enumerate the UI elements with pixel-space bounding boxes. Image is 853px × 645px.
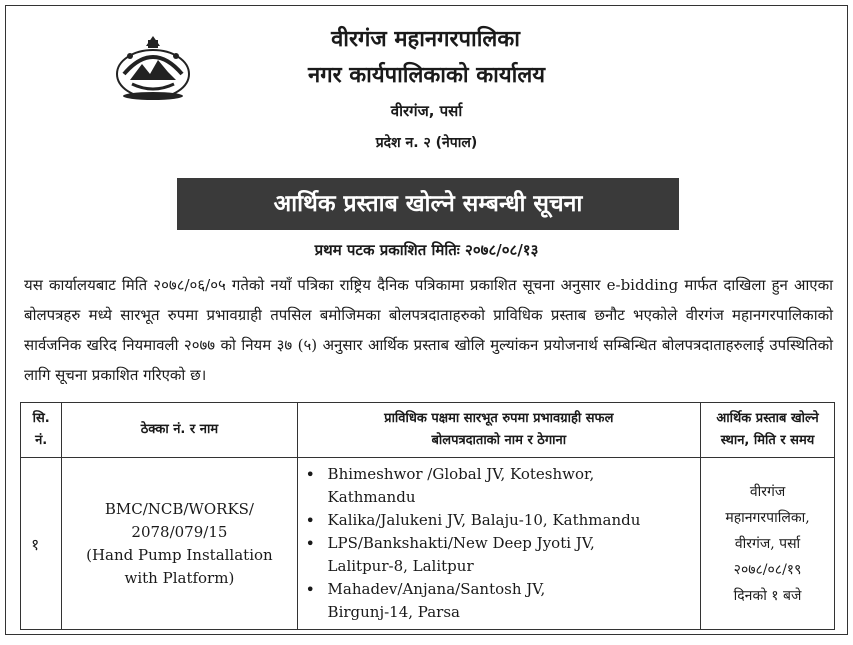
header-place-date-time: आर्थिक प्रस्ताब खोल्ने स्थान, मिति र समय: [701, 403, 835, 458]
list-item: • Bhimeshwor /Global JV, Koteshwor, Kathmandu: [328, 463, 694, 509]
notice-body-text: यस कार्यालयबाट मिति २०७८/०६/०५ गतेको नयाँ पत्रिका राष्ट्रिय दैनिक पत्रिकामा प्रकाशित सूचना अनुसार e-bidding मार्फत दाखिला हुन आएका बोलपत्रहरु मध्ये सारभूत रुपमा प्रभावग्राही तपसिल बमोजिमका बोलपत्रदाताहरुको प्राविधिक प्रस्ताब छनौट भएकोले वीरगंज महानगरपालिकाको सार्वजनिक खरिद नियमावली २०७७ को नियम ३७ (५) अनुसार आर्थिक प्रस्ताब खोलि मुल्यांकन प्रयोजनार्थ सम्बिन्धित बोलपत्रदाताहरुलाई उपस्थितिको लागि सूचना प्रकाशित गरिएको छ।: [24, 276, 833, 384]
table-row: [21, 458, 835, 630]
office-location: वीरगंज, पर्सा: [390, 102, 463, 120]
row-opening-place-date-time: वीरगंज महानगरपालिका, वीरगंज, पर्सा २०७८/०८/१९ दिनको १ बजे: [701, 458, 835, 630]
province-name: प्रदेश न. २ (नेपाल): [375, 135, 478, 151]
row-serial-number: १: [21, 458, 62, 630]
header-contract: ठेक्का नं. र नाम: [62, 403, 297, 458]
row-contract-details: BMC/NCB/WORKS/ 2078/079/15 (Hand Pump Installation with Platform): [62, 458, 297, 630]
bid-opening-table: [20, 402, 835, 630]
municipality-name: वीरगंज महानगरपालिका: [331, 27, 520, 52]
notice-header: [6, 6, 847, 166]
list-item: • Mahadev/Anjana/Santosh JV, Birgunj-14, Parsa: [328, 578, 694, 624]
notice-title-banner: आर्थिक प्रस्ताब खोल्ने सम्बन्धी सूचना: [177, 178, 679, 230]
notice-page: [5, 5, 848, 635]
table-header-row: [21, 403, 835, 458]
header-bidders: प्राविधिक पक्षमा सारभूत रुपमा प्रभावग्राही सफल बोलपत्रदाताको नाम र ठेगाना: [297, 403, 700, 458]
row-bidder-list: [297, 458, 700, 630]
publication-date: प्रथम पटक प्रकाशित मितिः २०७८/०८/१३: [314, 241, 539, 259]
list-item: • LPS/Bankshakti/New Deep Jyoti JV, Lalitpur-8, Lalitpur: [328, 532, 694, 578]
header-serial-number: सि. नं.: [21, 403, 62, 458]
list-item: • Kalika/Jalukeni JV, Balaju-10, Kathmandu: [328, 509, 694, 532]
office-name: नगर कार्यपालिकाको कार्यालय: [308, 63, 545, 88]
